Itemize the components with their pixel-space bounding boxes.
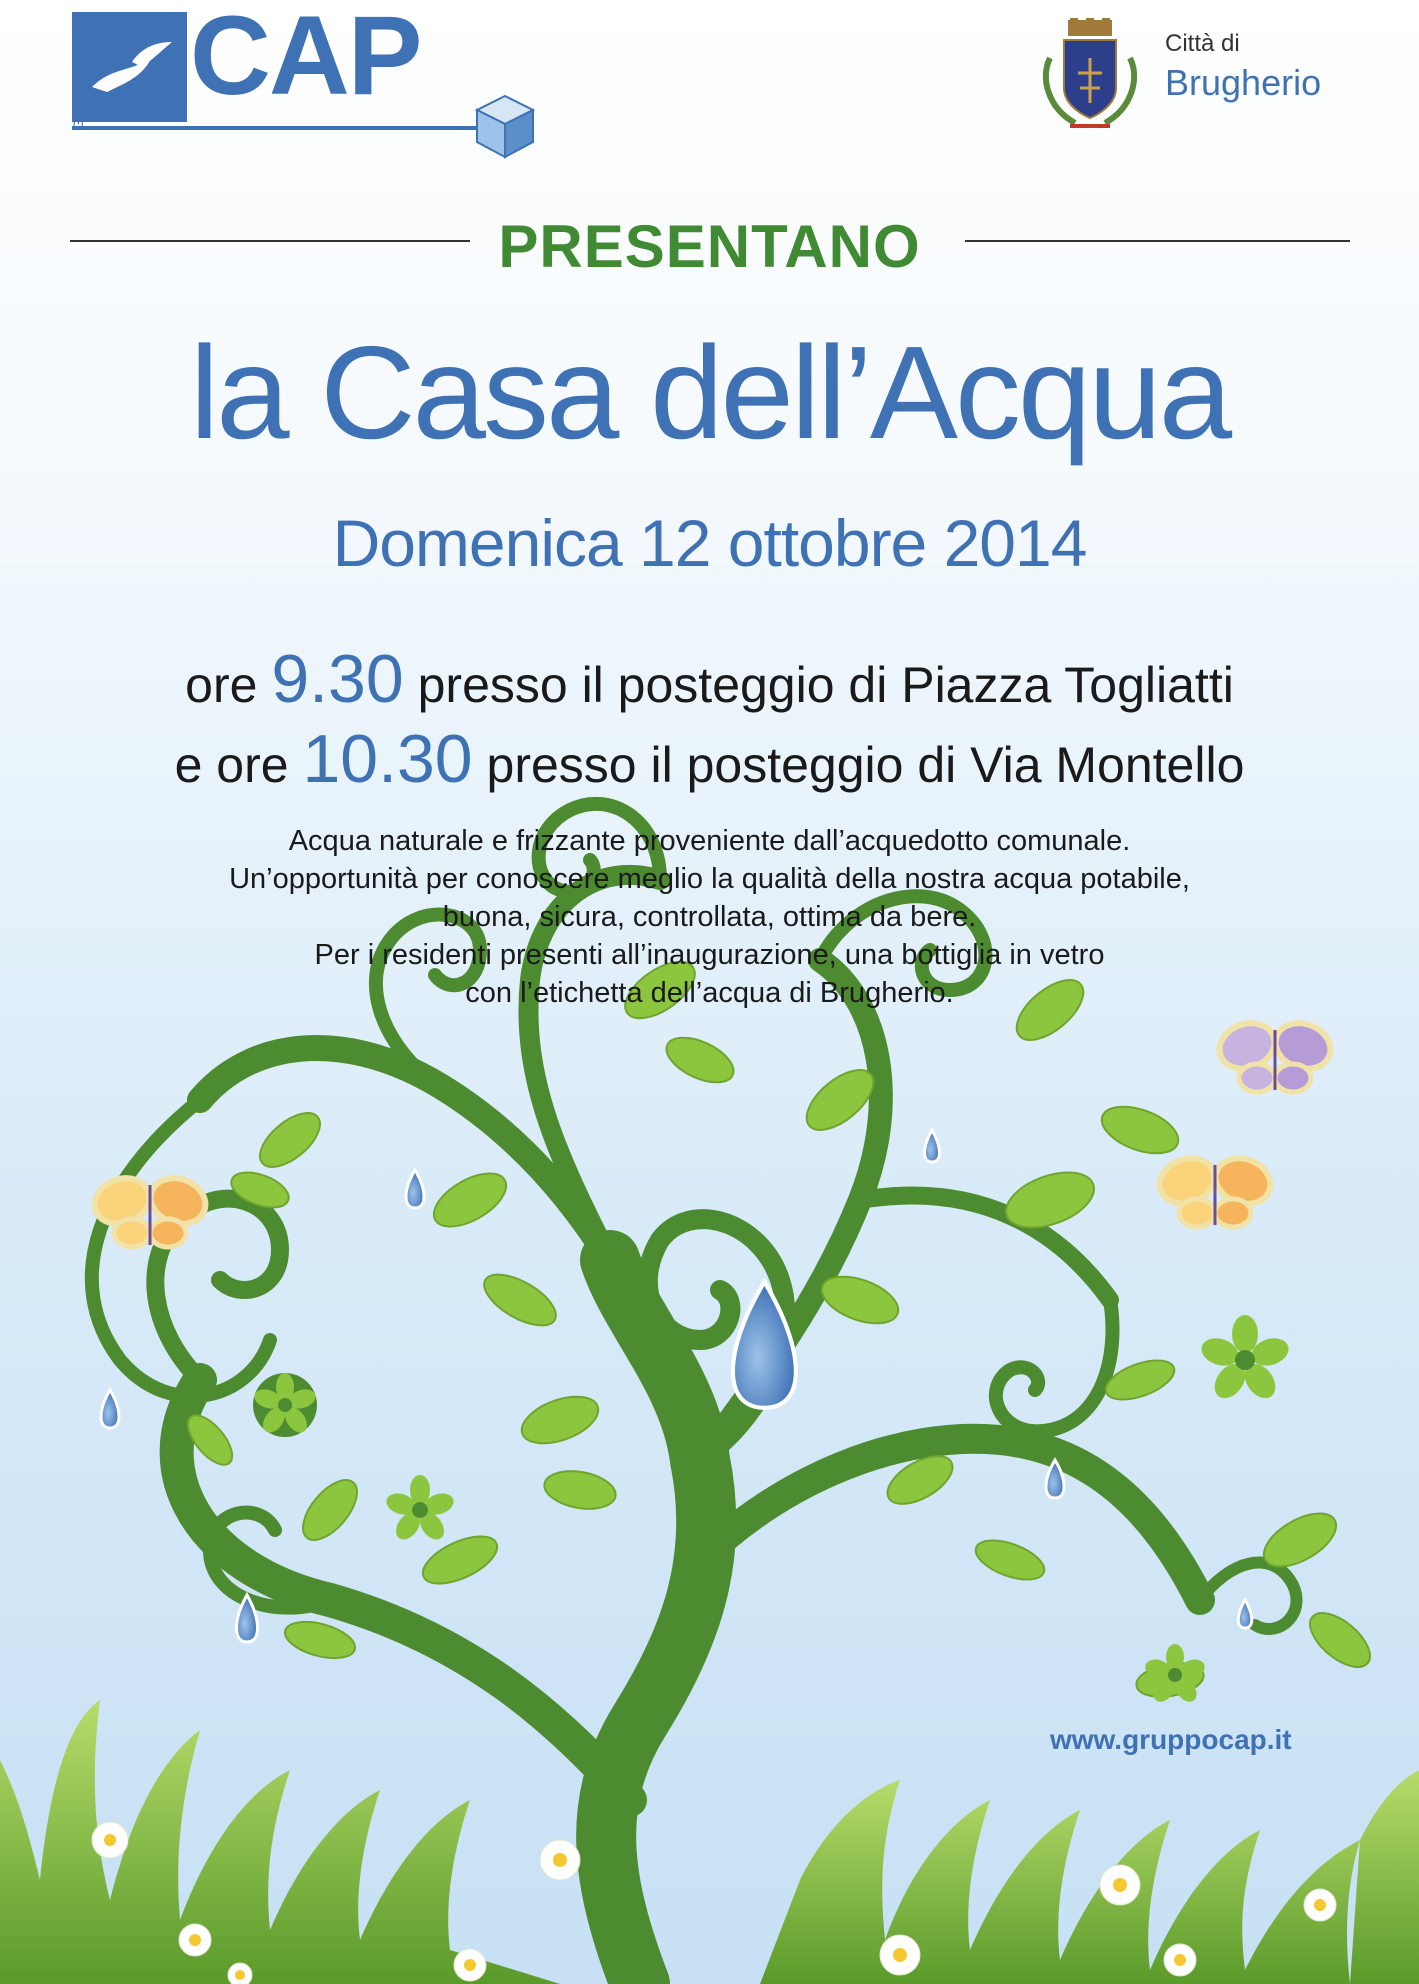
logo-brand-text: CAP bbox=[190, 0, 421, 118]
city-label-small: Città di bbox=[1165, 30, 1240, 57]
presents-heading: PRESENTANO bbox=[498, 213, 921, 280]
city-coat-of-arms-icon bbox=[1030, 18, 1150, 138]
description-line: buona, sicura, controllata, ottima da bere. bbox=[442, 901, 977, 933]
description-line: Per i residenti presenti all’inaugurazione, una bottiglia in vetro bbox=[314, 939, 1105, 971]
event-title: la Casa dell’Acqua bbox=[189, 319, 1230, 466]
logo-group-label: GRUPPO bbox=[70, 51, 86, 130]
cap-logo-mark bbox=[72, 12, 187, 122]
description-line: Acqua naturale e frizzante proveniente dall’acquedotto comunale. bbox=[288, 825, 1131, 857]
schedule-place: presso il posteggio di Piazza Togliatti bbox=[417, 657, 1234, 713]
schedule-line bbox=[0, 640, 1419, 718]
event-description bbox=[0, 822, 1419, 1012]
schedule-line bbox=[0, 720, 1419, 798]
cube-icon bbox=[475, 94, 535, 159]
website-link[interactable]: www.gruppocap.it bbox=[1050, 1724, 1292, 1755]
logo-underline bbox=[72, 126, 488, 130]
description-line: Un’opportunità per conoscere meglio la qualità della nostra acqua potabile, bbox=[229, 863, 1190, 895]
city-label-name: Brugherio bbox=[1165, 62, 1322, 103]
schedule-place: presso il posteggio di Via Montello bbox=[486, 737, 1245, 793]
event-date: Domenica 12 ottobre 2014 bbox=[332, 506, 1087, 580]
description-line: con l’etichetta dell’acqua di Brugherio. bbox=[465, 977, 954, 1009]
schedule-time: 9.30 bbox=[271, 641, 404, 717]
schedule-prefix: e ore bbox=[174, 737, 289, 793]
schedule-time: 10.30 bbox=[302, 721, 473, 797]
schedule-prefix: ore bbox=[185, 657, 258, 713]
